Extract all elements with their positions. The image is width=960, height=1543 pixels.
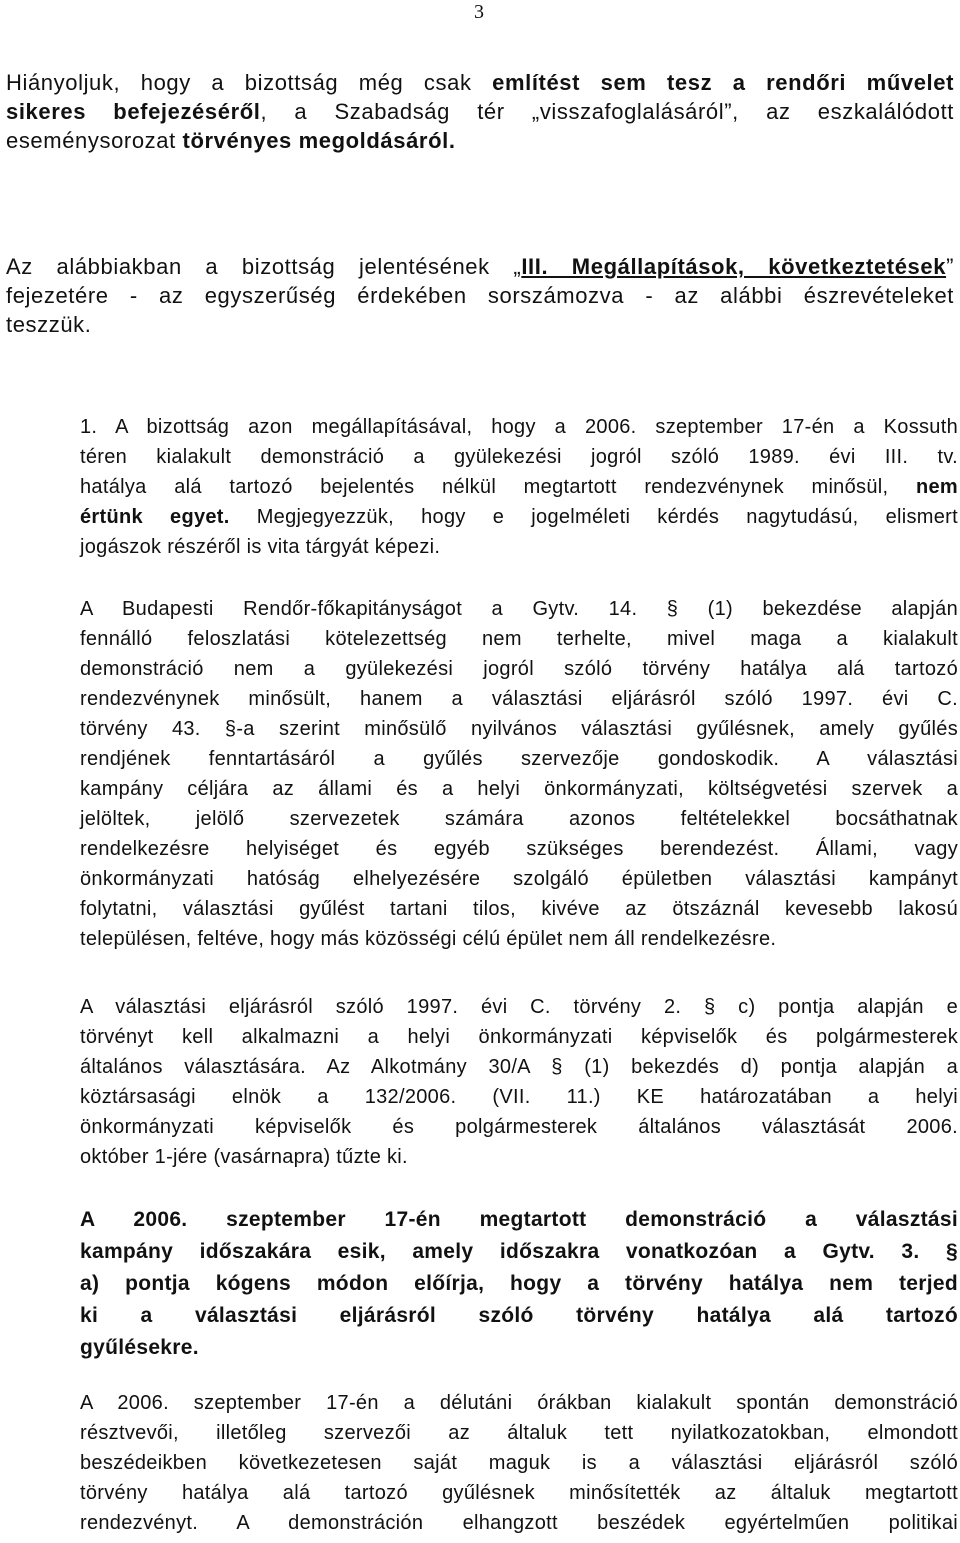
- point-1-line-2: téren kialakult demonstráció a gyülekezési jogról szóló 1989. évi III. tv.: [80, 446, 958, 468]
- text-line: törvény hatálya alá tartozó gyűlésnek minősítették az általuk megtartott: [80, 1482, 958, 1504]
- text-line: törvény 43. §-a szerint minősülő nyilvános választási gyűlésnek, amely gyűlés: [80, 718, 958, 740]
- election-law-paragraph: [80, 992, 958, 1172]
- text-line: beszédeikben következetesen saját maguk is a választási eljárásról szóló: [80, 1452, 958, 1474]
- chapter-reference-paragraph: [6, 252, 954, 339]
- chapter-line-3: teszzük.: [6, 312, 92, 337]
- text-line: A 2006. szeptember 17-én a délutáni órákban kialakult spontán demonstráció: [80, 1392, 958, 1414]
- text-line: rendezvénynek minősült, hanem a választási eljárásról szóló 1997. évi C.: [80, 688, 958, 710]
- text-line: általános választására. Az Alkotmány 30/A § (1) bekezdés d) pontja alapján a: [80, 1056, 958, 1078]
- chapter-line-1: Az alábbiakban a bizottság jelentésének „III. Megállapítások, következtetések”: [6, 254, 954, 279]
- text-line: fennálló feloszlatási kötelezettség nem terhelte, mivel maga a kialakult: [80, 628, 958, 650]
- intro-line-3: eseménysorozat törvényes megoldásáról.: [6, 128, 456, 153]
- point-1-line-5: jogászok részéről is vita tárgyát képezi.: [80, 536, 441, 558]
- text-line: demonstráció nem a gyülekezési jogról szóló törvény hatálya alá tartozó: [80, 658, 958, 680]
- text-line: kampány időszakára esik, amely időszakra vonatkozóan a Gytv. 3. §: [80, 1240, 958, 1263]
- text-line: gyűlésekre.: [80, 1336, 199, 1359]
- text-line: kampány céljára az állami és a helyi önkormányzati, költségvetési szervek a: [80, 778, 958, 800]
- text-line: a) pontja kógens módon előírja, hogy a törvény hatálya nem terjed: [80, 1272, 958, 1295]
- point-1-line-3: hatálya alá tartozó bejelentés nélkül megtartott rendezvénynek minősül, nem: [80, 476, 958, 498]
- text-line: törvényt kell alkalmazni a helyi önkormányzati képviselők és polgármesterek: [80, 1026, 958, 1048]
- text-line: önkormányzati hatóság elhelyezésére szolgáló épületben választási kampányt: [80, 868, 958, 890]
- text-line: ki a választási eljárásról szóló törvény hatálya alá tartozó: [80, 1304, 958, 1327]
- point-1-paragraph: [80, 412, 958, 562]
- text-line: önkormányzati képviselők és polgármesterek általános választását 2006.: [80, 1116, 958, 1138]
- page-number: 3: [474, 1, 484, 23]
- text-line: rendezvényt. A demonstráción elhangzott beszédek egyértelműen politikai: [80, 1512, 958, 1534]
- text-line: településen, feltéve, hogy más közösségi célú épület nem áll rendelkezésre.: [80, 928, 777, 950]
- bold-conclusion-paragraph: [80, 1204, 958, 1364]
- chapter-line-2: fejezetére - az egyszerűség érdekében sorszámozva - az alábbi észrevételeket: [6, 283, 954, 308]
- point-1-line-4: értünk egyet. Megjegyezzük, hogy e jogelméleti kérdés nagytudású, elismert: [80, 506, 958, 528]
- demonstration-paragraph: [80, 1388, 958, 1538]
- intro-paragraph: [6, 68, 954, 155]
- text-line: rendjének fenntartásáról a gyűlés szervezője gondoskodik. A választási: [80, 748, 958, 770]
- text-line: október 1-jére (vasárnapra) tűzte ki.: [80, 1146, 408, 1168]
- intro-line-2: sikeres befejezéséről, a Szabadság tér „visszafoglalásáról”, az eszkalálódott: [6, 99, 954, 124]
- text-line: A Budapesti Rendőr-főkapitányságot a Gytv. 14. § (1) bekezdése alapján: [80, 598, 958, 620]
- intro-line-1: Hiányoljuk, hogy a bizottság még csak említést sem tesz a rendőri művelet: [6, 70, 955, 95]
- police-obligation-paragraph: [80, 594, 958, 954]
- text-line: köztársasági elnök a 132/2006. (VII. 11.) KE határozatában a helyi: [80, 1086, 958, 1108]
- text-line: A 2006. szeptember 17-én megtartott demonstráció a választási: [80, 1208, 958, 1231]
- text-line: jelöltek, jelölő szervezetek számára azonos feltételekkel bocsáthatnak: [80, 808, 958, 830]
- point-1-line-1: 1. A bizottság azon megállapításával, hogy a 2006. szeptember 17-én a Kossuth: [80, 416, 958, 438]
- text-line: rendelkezésre helyiséget és egyéb szükséges berendezést. Állami, vagy: [80, 838, 958, 860]
- text-line: A választási eljárásról szóló 1997. évi C. törvény 2. § c) pontja alapján e: [80, 996, 958, 1018]
- text-line: folytatni, választási gyűlést tartani tilos, kivéve az ötszáznál kevesebb lakosú: [80, 898, 958, 920]
- text-line: résztvevői, illetőleg szervezői az általuk tett nyilatkozatokban, elmondott: [80, 1422, 958, 1444]
